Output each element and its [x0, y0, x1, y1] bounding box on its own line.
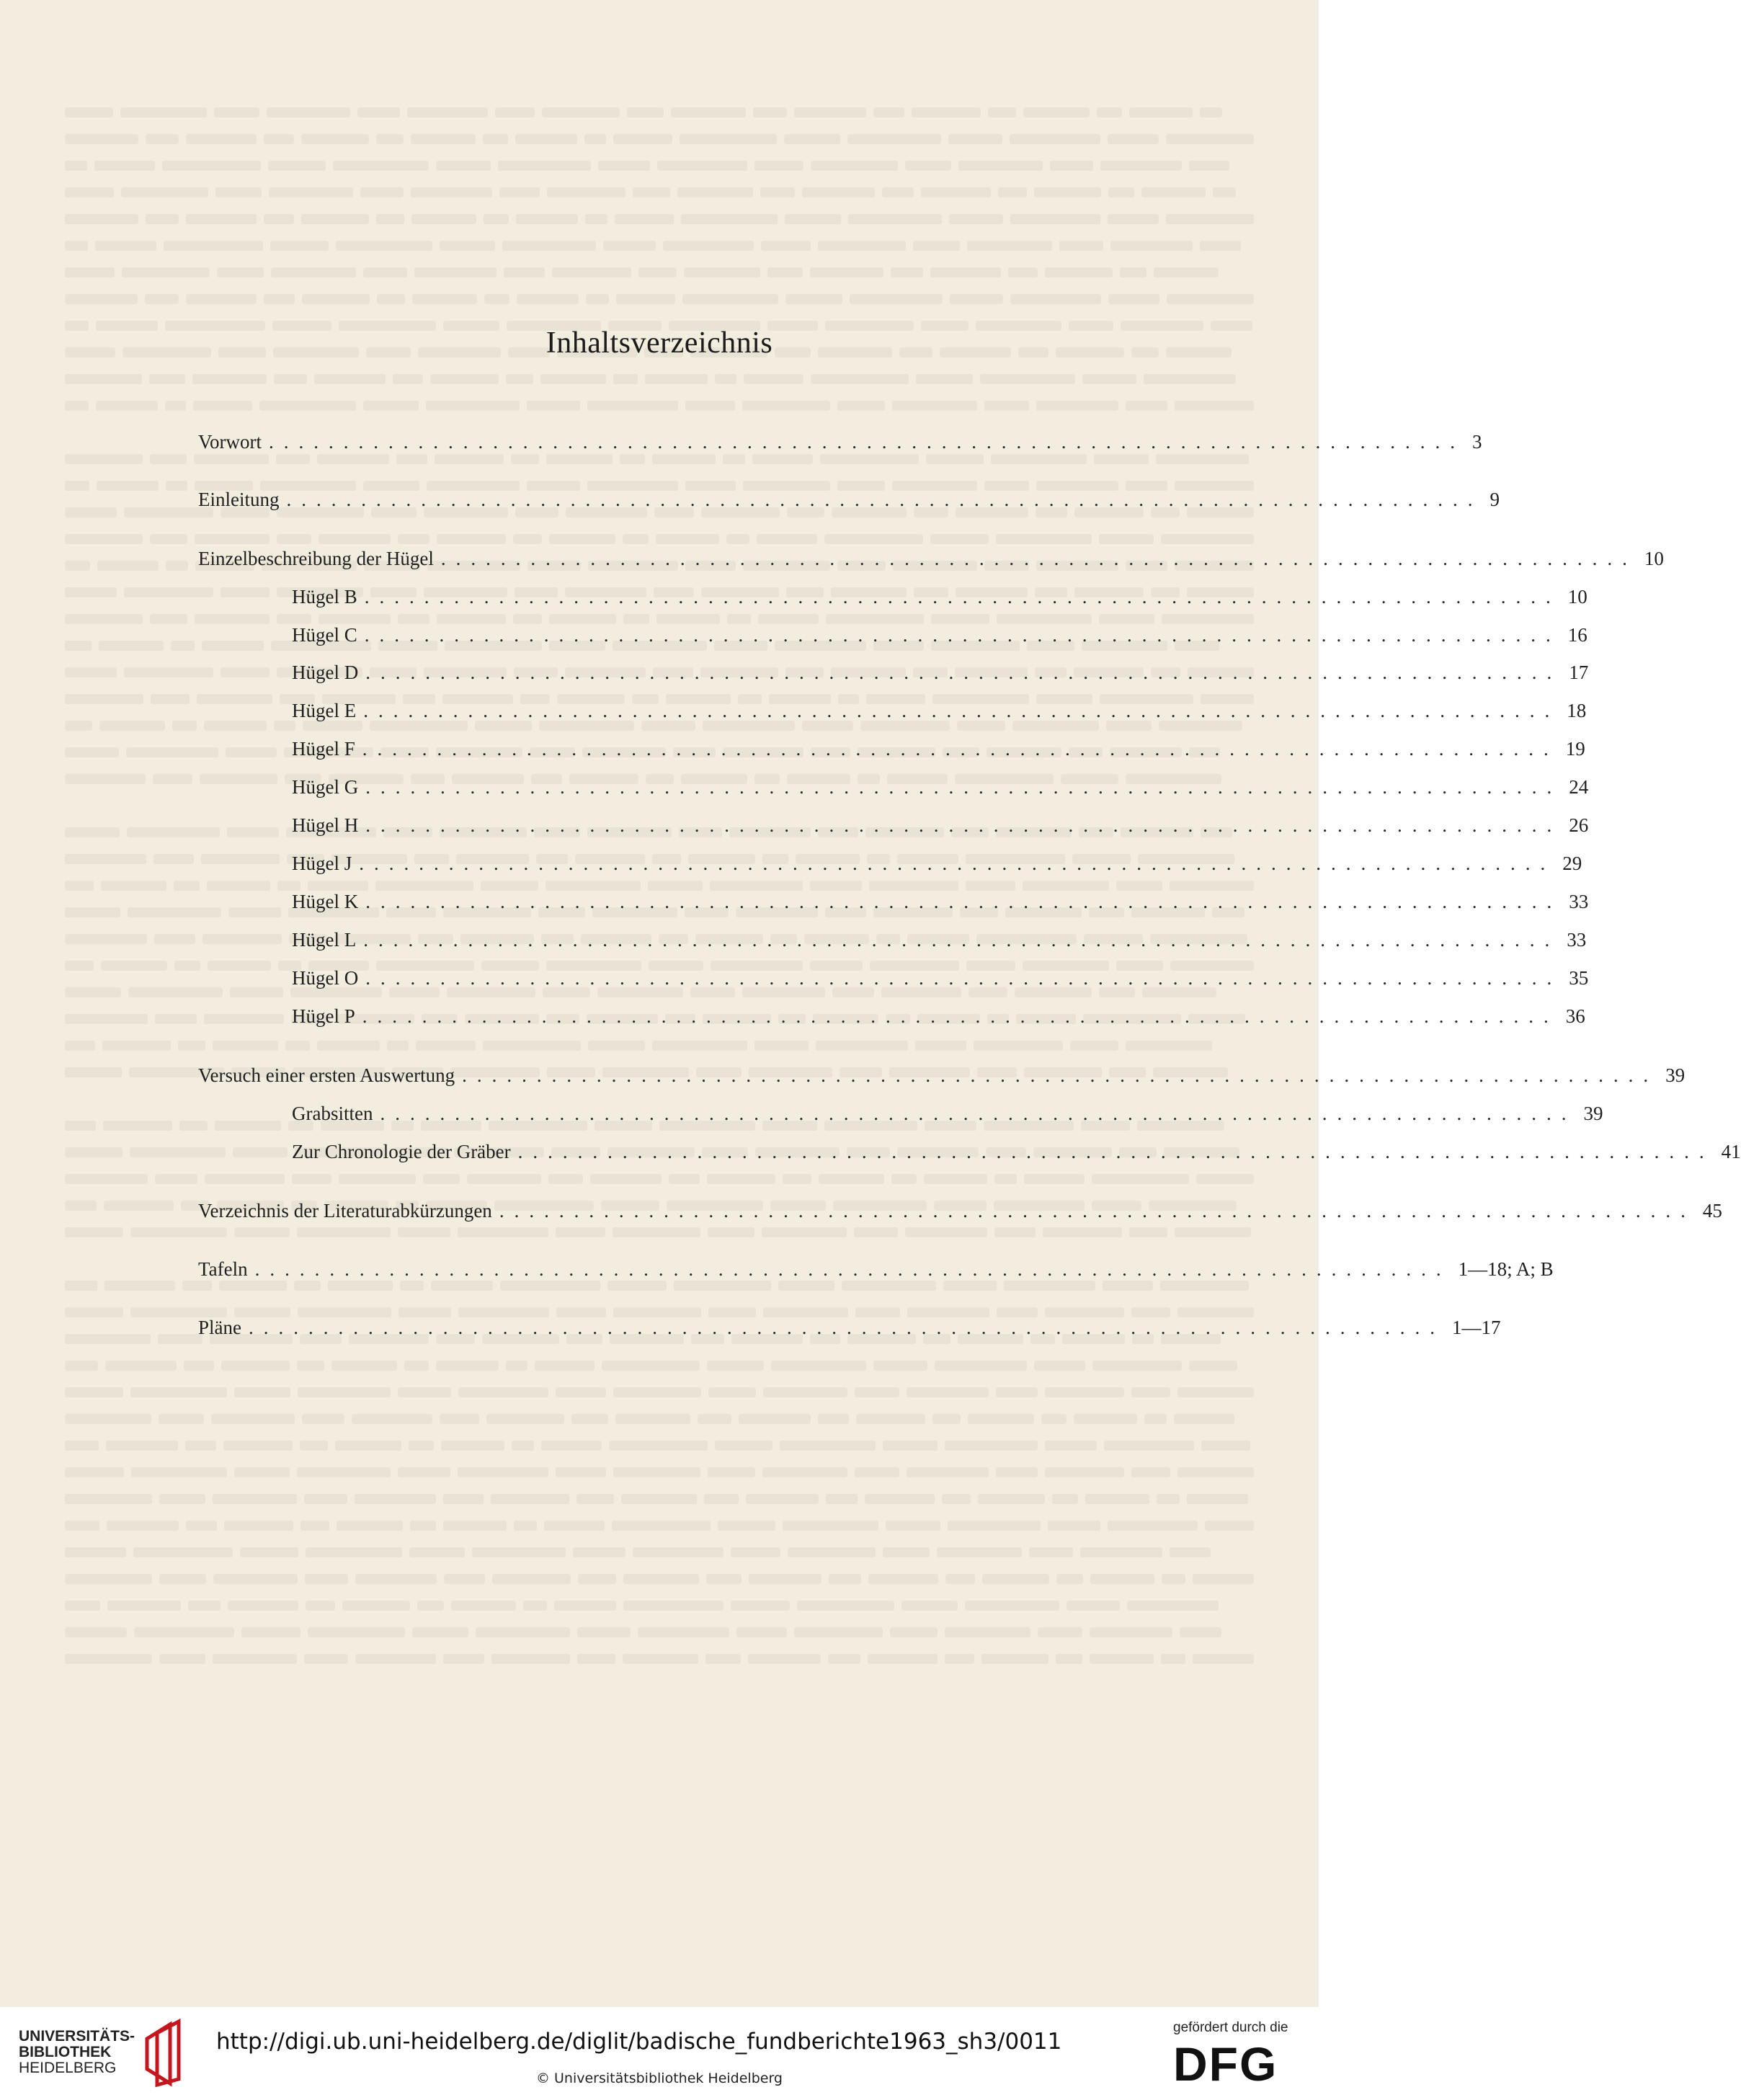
toc-entry [198, 1200, 1722, 1222]
toc-entry [292, 891, 1589, 913]
toc-entry [292, 929, 1587, 951]
dot-leader: ................................................................................ [499, 1200, 1696, 1222]
toc-entry [292, 853, 1582, 875]
toc-entry-page: 18 [1567, 700, 1587, 721]
toc-entry-label: Einzelbeschreibung der Hügel [198, 548, 434, 569]
toc-entry [198, 431, 1482, 453]
toc-entry-page: 33 [1567, 929, 1587, 951]
funding-label: gefördert durch die [1173, 2020, 1288, 2035]
toc-entry-label: Hügel K [292, 891, 359, 912]
dot-leader: ................................................................................ [254, 1258, 1451, 1280]
dot-leader: ................................................................................ [363, 700, 1560, 721]
toc-entry-page: 9 [1490, 489, 1500, 510]
toc-entry [198, 489, 1500, 511]
toc-entry-page: 26 [1569, 814, 1589, 836]
toc-entry-page: 41 [1721, 1141, 1741, 1162]
toc-entry-page: 35 [1569, 967, 1589, 989]
toc-entry [292, 814, 1589, 837]
library-footer [0, 2007, 1319, 2100]
toc-entry-page: 24 [1569, 776, 1589, 798]
toc-entry-page: 17 [1569, 662, 1589, 683]
dot-leader: ................................................................................ [440, 548, 1637, 569]
toc-entry-page: 10 [1567, 586, 1588, 608]
toc-entry-page: 39 [1665, 1064, 1686, 1086]
toc-entry-label: Hügel C [292, 624, 357, 646]
page-title: Inhaltsverzeichnis [546, 326, 773, 360]
toc-entry-label: Tafeln [198, 1258, 248, 1280]
dot-leader: ................................................................................ [380, 1103, 1577, 1124]
toc-entry-page: 29 [1562, 853, 1582, 874]
toc-entry-label: Einleitung [198, 489, 280, 510]
toc-entry-page: 1—18; A; B [1458, 1258, 1554, 1280]
toc-entry [292, 662, 1589, 684]
toc-entry [198, 1258, 1554, 1281]
dot-leader: ................................................................................ [249, 1317, 1445, 1338]
copyright-notice: © Universitätsbibliothek Heidelberg [535, 2070, 783, 2086]
toc-entry-label: Hügel O [292, 967, 359, 989]
toc-entry-page: 19 [1565, 738, 1585, 760]
logo-line-1: UNIVERSITÄTS- [19, 2028, 135, 2045]
dot-leader: ................................................................................ [462, 1064, 1659, 1086]
toc-entry [292, 776, 1589, 798]
toc-entry [292, 738, 1585, 760]
toc-entry [292, 1141, 1741, 1163]
toc-entry-page: 39 [1583, 1103, 1603, 1124]
toc-entry-label: Verzeichnis der Literaturabkürzungen [198, 1200, 492, 1222]
toc-entry-label: Grabsitten [292, 1103, 373, 1124]
toc-entry-page: 10 [1644, 548, 1664, 569]
toc-entry [292, 967, 1589, 989]
dot-leader: ................................................................................ [365, 814, 1562, 836]
toc-entry-label: Hügel P [292, 1005, 355, 1027]
toc-entry-label: Hügel E [292, 700, 357, 721]
dot-leader: ................................................................................ [269, 431, 1466, 453]
toc-entry-label: Versuch einer ersten Auswertung [198, 1064, 455, 1086]
dot-leader: ................................................................................ [364, 624, 1561, 646]
toc-entry-label: Hügel B [292, 586, 357, 608]
dot-leader: ................................................................................ [359, 853, 1556, 874]
toc-entry-page: 1—17 [1452, 1317, 1501, 1338]
toc-entry-page: 16 [1567, 624, 1588, 646]
toc-entry-page: 33 [1569, 891, 1589, 912]
dot-leader: ................................................................................ [365, 662, 1562, 683]
toc-entry-label: Hügel F [292, 738, 355, 760]
toc-entry [198, 1064, 1686, 1087]
toc-entry [292, 1103, 1603, 1125]
toc-entry-label: Zur Chronologie der Gräber [292, 1141, 511, 1162]
toc-entry-label: Hügel G [292, 776, 359, 798]
toc-entry-label: Hügel D [292, 662, 359, 683]
dot-leader: ................................................................................ [365, 776, 1562, 798]
toc-entry [292, 700, 1587, 722]
dot-leader: ................................................................................ [363, 929, 1560, 951]
dot-leader: ................................................................................ [517, 1141, 1714, 1162]
source-url-link[interactable]: http://digi.ub.uni-heidelberg.de/diglit/badische_fundberichte1963_sh3/0011 [216, 2029, 1062, 2055]
library-logo[interactable] [19, 2029, 135, 2076]
toc-entry [292, 624, 1588, 646]
toc-entry [292, 586, 1588, 608]
logo-line-3: HEIDELBERG [19, 2060, 117, 2076]
toc-entry [198, 548, 1664, 570]
toc-entry-page: 3 [1472, 431, 1482, 453]
dfg-logo[interactable]: DFG [1173, 2037, 1278, 2091]
toc-entry [292, 1005, 1585, 1028]
toc-entry-label: Hügel H [292, 814, 359, 836]
toc-entry-label: Hügel L [292, 929, 357, 951]
logo-line-2: BIBLIOTHEK [19, 2044, 112, 2060]
toc-entry [198, 1317, 1501, 1339]
dot-leader: ................................................................................ [365, 891, 1562, 912]
dot-leader: ................................................................................ [286, 489, 1483, 510]
toc-entry-label: Pläne [198, 1317, 241, 1338]
toc-entry-page: 45 [1702, 1200, 1722, 1222]
toc-entry-page: 36 [1565, 1005, 1585, 1027]
dot-leader: ................................................................................ [362, 738, 1559, 760]
toc-entry-label: Hügel J [292, 853, 352, 874]
toc-entry-label: Vorwort [198, 431, 262, 453]
dot-leader: ................................................................................ [365, 967, 1562, 989]
dot-leader: ................................................................................ [362, 1005, 1559, 1027]
dot-leader: ................................................................................ [364, 586, 1561, 608]
